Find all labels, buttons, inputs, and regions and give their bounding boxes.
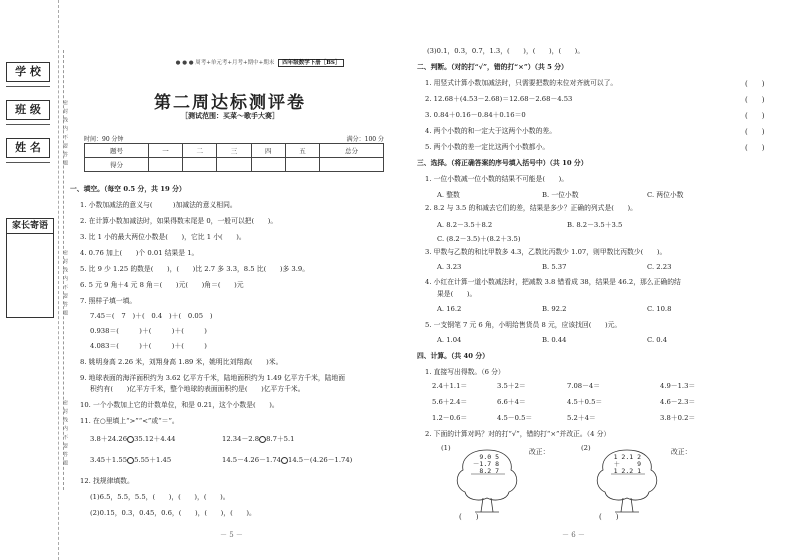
calc-item[interactable]: 3.5＋2＝	[497, 382, 526, 390]
tree-1-answer[interactable]: ( )	[459, 513, 479, 521]
compare-left: 12.34－2.8	[222, 435, 260, 443]
section-judge: 二、判断。（对的打“√”，错的打“×”）（共 5 分）	[417, 63, 568, 71]
table-cell: 三	[217, 144, 251, 158]
tree-2-line: ＋ 9	[613, 460, 641, 468]
question-3[interactable]: 3. 比 1 小的最大两位小数是( )，它比 1 小( )。	[80, 233, 246, 241]
choice-3-b[interactable]: B. 5.37	[542, 263, 567, 271]
seal-line	[58, 0, 59, 560]
school-field[interactable]	[6, 86, 50, 87]
calc-instruction-2: 2. 下面的计算对吗？对的打“√”，错的打“×”并改正。（4 分）	[425, 430, 611, 438]
judge-1: 1. 用竖式计算小数加减法时，只需要把数的末位对齐就可以了。	[425, 79, 618, 87]
tree-2-calc	[597, 454, 641, 475]
choice-4-a[interactable]: A. 16.2	[437, 305, 462, 313]
judge-2-answer[interactable]: ( )	[745, 96, 765, 104]
table-cell: 四	[251, 144, 285, 158]
question-12: 12. 找规律填数。	[80, 477, 134, 485]
compare-row-2b[interactable]	[222, 456, 352, 465]
choice-3-a[interactable]: A. 3.23	[437, 263, 462, 271]
score-input[interactable]	[320, 158, 384, 172]
right-page	[397, 0, 794, 560]
class-label: 班 级	[6, 100, 50, 120]
tree-1-line: －1.7 8	[472, 460, 499, 468]
score-input[interactable]	[183, 158, 217, 172]
question-1[interactable]: 1. 小数加减法的意义与( )加减法的意义相同。	[80, 201, 237, 209]
compare-circle[interactable]	[281, 457, 288, 464]
question-12-2[interactable]: (2)0.15，0.3，0.45，0.6，( )，( )，( )。	[90, 509, 256, 517]
question-11: 11. 在○里填上“>”“<”或“＝”。	[80, 417, 179, 425]
choice-2[interactable]: 2. 8.2 与 3.5 的和减去它们的差，结果是多少？正确的列式是( )。	[425, 204, 637, 212]
section-calc: 四、计算。（共 40 分）	[417, 352, 489, 360]
header-strip	[130, 58, 390, 66]
class-field[interactable]	[6, 124, 50, 125]
judge-1-answer[interactable]: ( )	[745, 80, 765, 88]
compare-left: 3.45＋1.55	[90, 456, 128, 464]
seal-note-2: 密 封 线 内 不 要 答 题	[62, 250, 68, 317]
compare-right: 8.7＋5.1	[266, 435, 295, 443]
calc-item[interactable]: 7.08－4＝	[567, 382, 601, 390]
compare-row-1b[interactable]	[222, 435, 295, 444]
compare-row-2a[interactable]	[90, 456, 171, 465]
time-info	[84, 134, 384, 143]
tree-2-fix-label[interactable]: 改正：	[671, 448, 692, 456]
page-title: 第二周达标测评卷	[154, 93, 306, 113]
calc-item[interactable]: 6.6＋4＝	[497, 398, 526, 406]
choice-2-b[interactable]: B. 8.2－3.5＋3.5	[567, 221, 623, 229]
choice-4-line1: 4. 小红在计算一道小数减法时，把减数 3.8 错看成 38，结果是 46.2，那么正确的结	[425, 278, 681, 286]
parent-note-label: 家长寄语	[7, 219, 53, 234]
choice-4-c[interactable]: C. 10.8	[647, 305, 672, 313]
time-limit: 时间：90 分钟	[84, 136, 124, 143]
choice-3-c[interactable]: C. 2.23	[647, 263, 672, 271]
calc-item[interactable]: 3.8＋0.2＝	[660, 414, 696, 422]
table-cell: 总分	[320, 144, 384, 158]
judge-3-answer[interactable]: ( )	[745, 112, 765, 120]
calc-item[interactable]: 5.6＋2.4＝	[432, 398, 468, 406]
parent-note-box[interactable]	[6, 218, 54, 318]
score-table	[84, 143, 384, 172]
question-7-example: 7.45＝( 7 )＋( 0.4 )＋( 0.05 )	[90, 312, 213, 320]
choice-5-b[interactable]: B. 0.44	[542, 336, 567, 344]
question-5[interactable]: 5. 比 9 少 1.25 的数是( )，( )比 2.7 多 3.3，8.5 比( )多 3.9。	[80, 265, 310, 273]
choice-4-b[interactable]: B. 92.2	[542, 305, 567, 313]
tree-2-number: (2)	[581, 444, 591, 452]
question-7-c[interactable]: 4.083＝( )＋( )＋( )	[90, 342, 207, 350]
table-cell: 五	[285, 144, 319, 158]
question-6[interactable]: 6. 5 元 9 角＋4 元 8 角＝( )元( )角＝( )元	[80, 281, 244, 289]
judge-4: 4. 两个小数的和一定大于这两个小数的差。	[425, 127, 556, 135]
choice-1-a[interactable]: A. 整数	[437, 191, 460, 199]
choice-5-a[interactable]: A. 1.04	[437, 336, 462, 344]
question-12-1[interactable]: (1)6.5，5.5，5.5，( )，( )，( )。	[90, 493, 230, 501]
calc-item[interactable]: 4.5＋0.5＝	[567, 398, 603, 406]
page-number-right: － 6 －	[562, 531, 585, 539]
judge-4-answer[interactable]: ( )	[745, 128, 765, 136]
tree-1-number: (1)	[441, 444, 451, 452]
grade-badge: 四年级数学下册［BS］	[278, 59, 344, 67]
score-table-row	[85, 158, 384, 172]
score-input[interactable]	[285, 158, 319, 172]
exam-type-strip: ● ● ● 周考+单元考+月考+期中+期末	[175, 60, 275, 66]
tree-2-answer[interactable]: ( )	[599, 513, 619, 521]
score-input[interactable]	[251, 158, 285, 172]
tree-2-line: 1 2.1 2	[613, 453, 641, 461]
calc-item[interactable]: 2.4＋1.1＝	[432, 382, 468, 390]
seal-note-3: 密 封 线 内 不 要 答 题	[62, 400, 68, 467]
tree-2-line: 1 2.2 1	[613, 467, 641, 475]
question-8[interactable]: 8. 姚明身高 2.26 米，刘翔身高 1.89 米，姚明比刘翔高( )米。	[80, 358, 283, 366]
judge-3: 3. 0.84＋0.16－0.84＋0.16＝0	[425, 111, 526, 119]
calc-item[interactable]: 5.2＋4＝	[567, 414, 596, 422]
choice-1-b[interactable]: B. 一位小数	[542, 191, 579, 199]
calc-item[interactable]: 1.2－0.6＝	[432, 414, 468, 422]
full-score: 满分：100 分	[346, 136, 384, 143]
question-7-b[interactable]: 0.938＝( )＋( )＋( )	[90, 327, 207, 335]
choice-5-c[interactable]: C. 0.4	[647, 336, 668, 344]
calc-item[interactable]: 4.6－2.3＝	[660, 398, 696, 406]
page-number-left: － 5 －	[220, 531, 243, 539]
judge-2: 2. 12.68＋(4.53－2.68)＝12.68－2.68－4.53	[425, 95, 573, 103]
section-fill-blank: 一、填空。（每空 0.5 分，共 19 分）	[70, 185, 186, 193]
name-field[interactable]	[6, 162, 50, 163]
calc-instruction-1: 1. 直接写出得数。（6 分）	[425, 368, 505, 376]
question-9-line1: 9. 地球表面的海洋面积约为 3.62 亿平方千米，陆地面积约为 1.49 亿平方千米，陆地面	[80, 374, 346, 382]
school-label: 学 校	[6, 62, 50, 82]
choice-4-line2[interactable]: 果是( )。	[437, 290, 477, 298]
score-table-header	[85, 144, 384, 158]
choice-3[interactable]: 3. 甲数与乙数的和比甲数多 4.3，乙数比丙数少 1.07，则甲数比丙数少( )。	[425, 248, 667, 256]
table-cell: 题号	[85, 144, 149, 158]
judge-5-answer[interactable]: ( )	[745, 144, 765, 152]
question-4[interactable]: 4. 0.76 加上( )个 0.01 结果是 1。	[80, 249, 199, 257]
choice-5[interactable]: 5. 一支钢笔 7 元 6 角，小明给售货员 8 元，应该找回( )元。	[425, 321, 622, 329]
table-cell: 二	[183, 144, 217, 158]
name-label: 姓 名	[6, 138, 50, 158]
question-7: 7. 照样子填一填。	[80, 297, 137, 305]
compare-row-1a[interactable]	[90, 435, 175, 444]
tree-1-line: 9.0 5	[479, 453, 499, 461]
tree-1-fix-label[interactable]: 改正：	[529, 448, 550, 456]
compare-right: 5.55＋1.45	[134, 456, 172, 464]
compare-left: 14.5－4.26－1.74	[222, 456, 281, 464]
choice-1[interactable]: 1. 一位小数减一位小数的结果不可能是( )。	[425, 175, 569, 183]
compare-right: 35.12＋4.44	[134, 435, 176, 443]
table-cell: 一	[148, 144, 182, 158]
seal-note-1: 密 封 线 内 不 要 答 题	[62, 100, 68, 167]
compare-right: 14.5－(4.26－1.74)	[288, 456, 353, 464]
tree-1-line: 8.2 7	[479, 467, 499, 475]
judge-5: 5. 两个小数的差一定比这两个小数都小。	[425, 143, 550, 151]
question-12-3[interactable]: (3)0.1，0.3，0.7，1.3，( )，( )，( )。	[427, 47, 585, 55]
score-input[interactable]	[148, 158, 182, 172]
score-input[interactable]	[217, 158, 251, 172]
choice-2-a[interactable]: A. 8.2－3.5＋8.2	[437, 221, 493, 229]
question-10[interactable]: 10. 一个小数加上它的计数单位，和是 0.21，这个小数是( )。	[80, 401, 279, 409]
table-cell: 得分	[85, 158, 149, 172]
tree-1-calc	[459, 454, 499, 475]
section-choice: 三、选择。（将正确答案的序号填入括号中）（共 10 分）	[417, 159, 588, 167]
question-9-line2[interactable]: 积约有( )亿平方千米，整个地球的表面面积约是( )亿平方千米。	[90, 385, 305, 393]
calc-item[interactable]: 4.9－1.3＝	[660, 382, 696, 390]
calc-item[interactable]: 4.5－0.5＝	[497, 414, 533, 422]
compare-left: 3.8＋24.26	[90, 435, 128, 443]
choice-1-c[interactable]: C. 两位小数	[647, 191, 684, 199]
choice-2-c[interactable]: C. (8.2－3.5)＋(8.2＋3.5)	[437, 235, 521, 243]
question-2[interactable]: 2. 在计算小数加减法时，如果得数末尾是 0，一般可以把( )。	[80, 217, 278, 225]
test-scope: ［测试范围：买菜～歌手大赛］	[181, 111, 279, 120]
